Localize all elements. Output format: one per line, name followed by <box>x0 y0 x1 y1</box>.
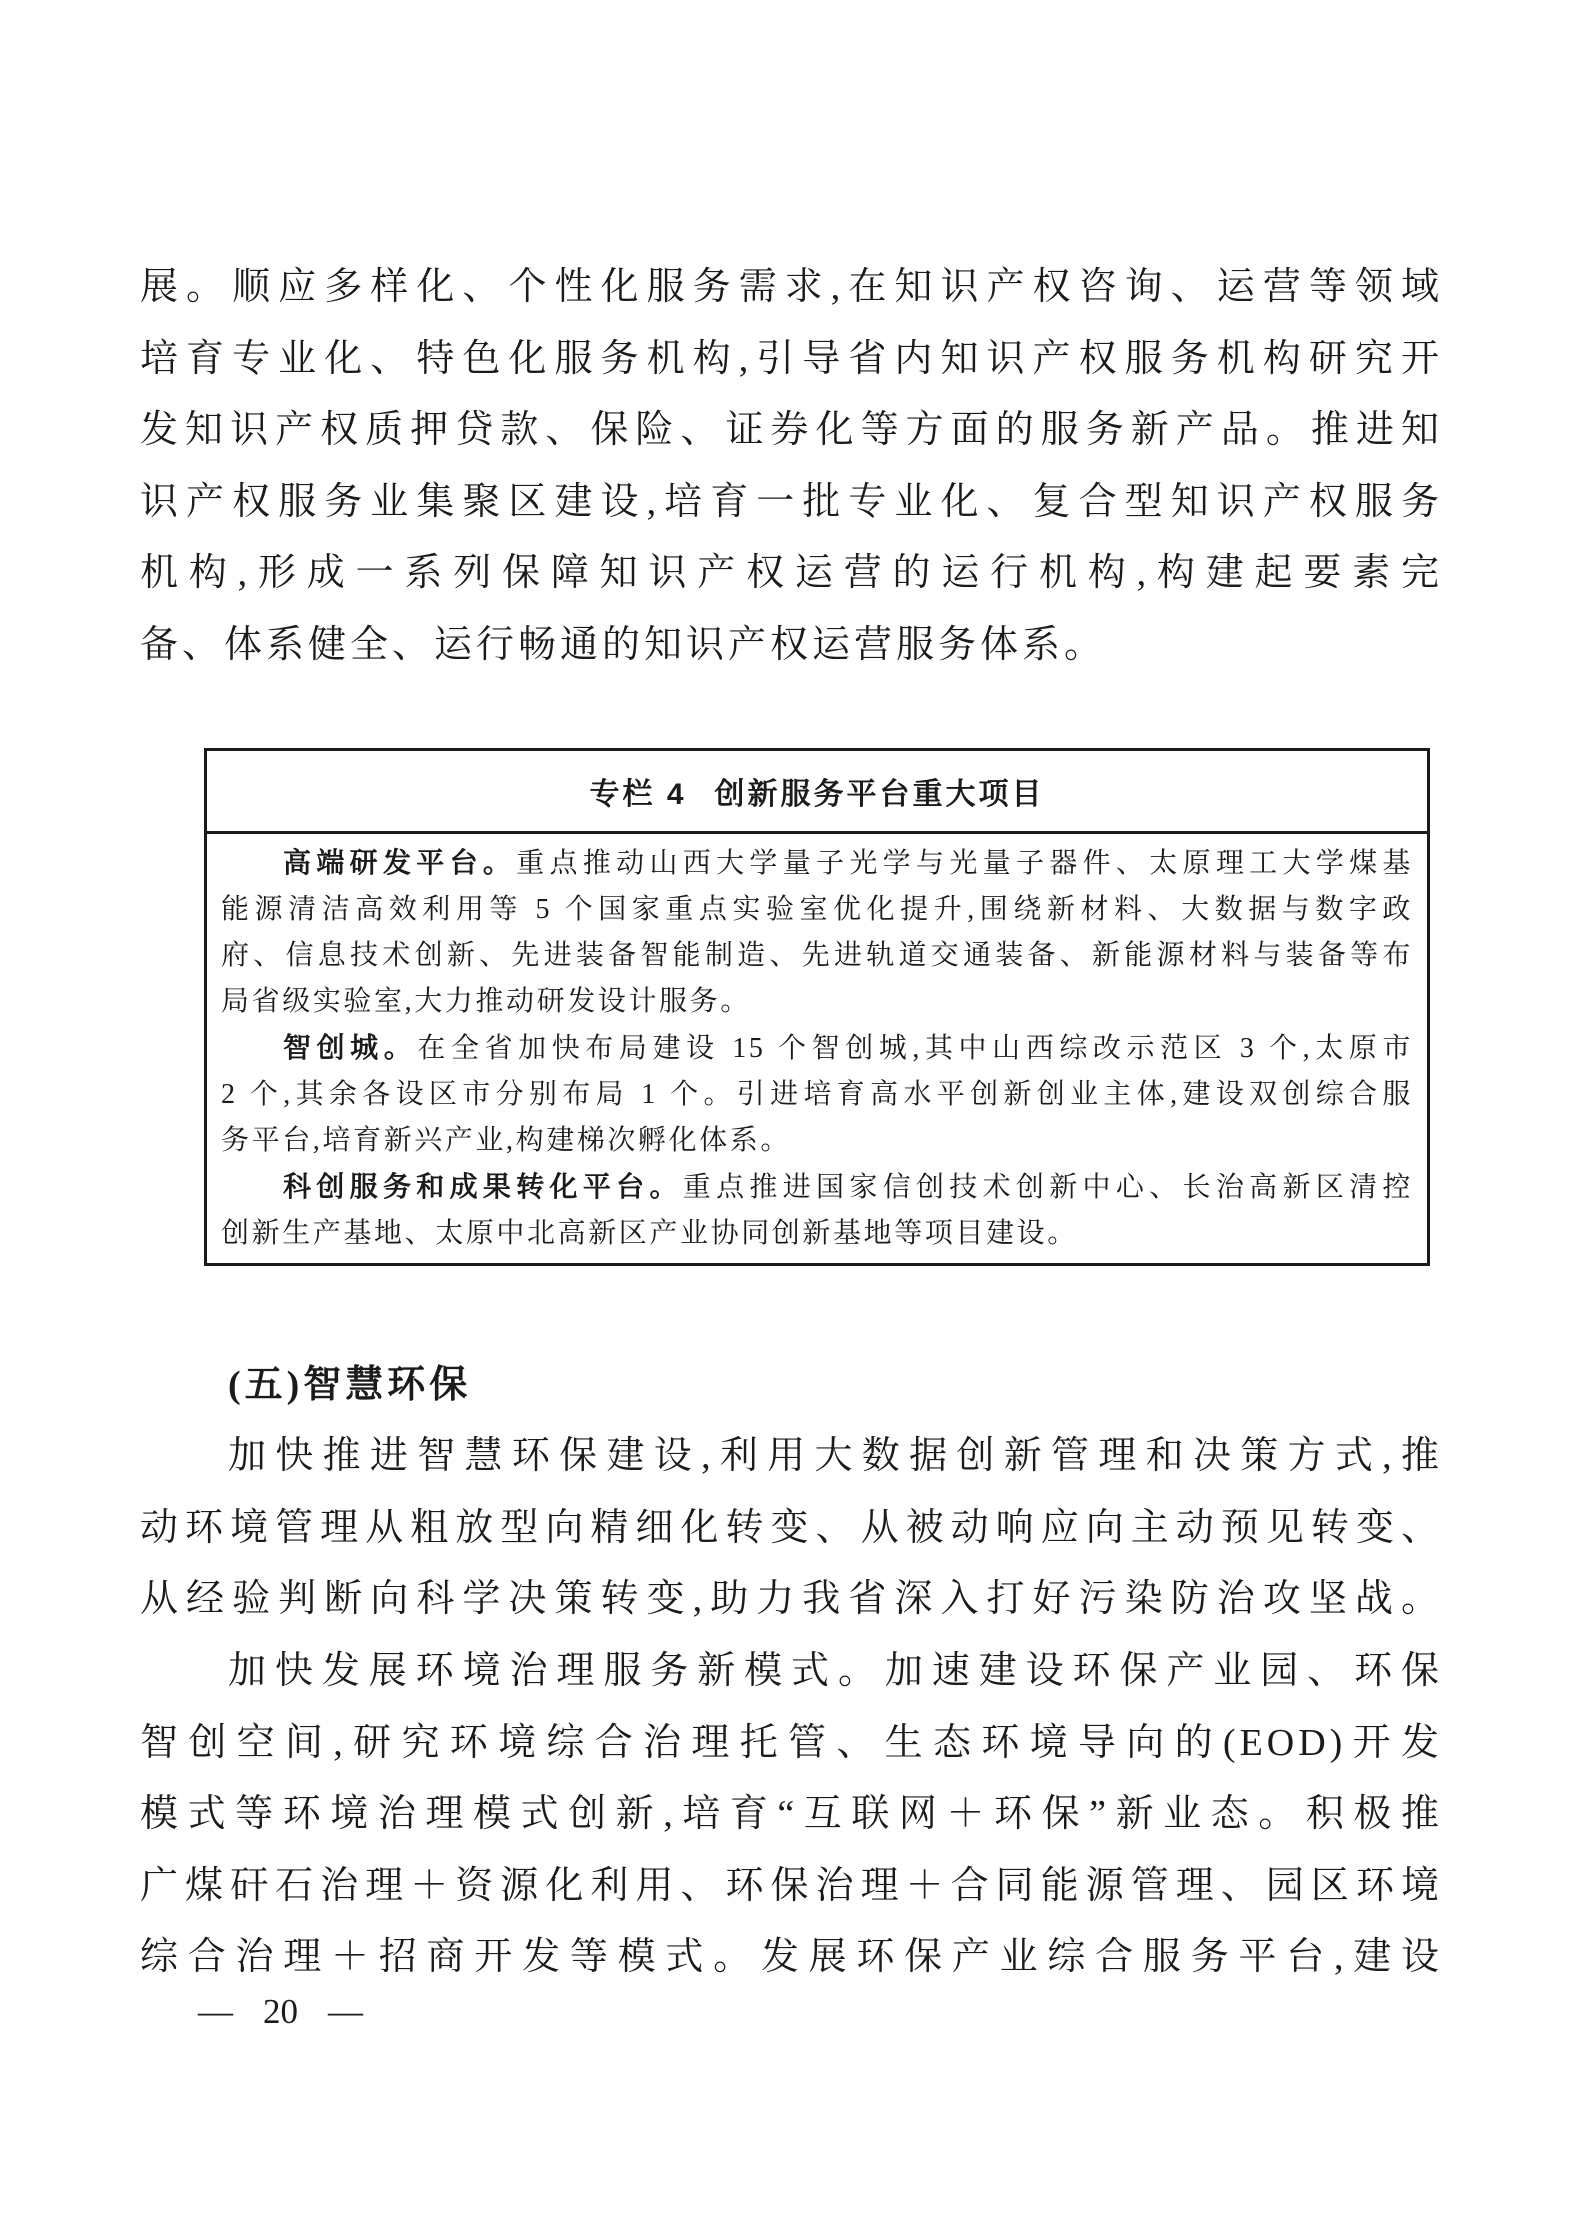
page-content <box>140 0 1443 1994</box>
project-lead: 科创服务和成果转化平台。 <box>283 1170 683 1202</box>
panel-title-text: 创新服务平台重大项目 <box>714 777 1045 811</box>
text-line: 机构,形成一系列保障知识产权运营的运行机构,构建起要素完 <box>140 552 1443 595</box>
panel-label: 专栏 4 <box>589 777 687 811</box>
section-heading: (五)智慧环保 <box>228 1363 472 1406</box>
text-line: 培育专业化、特色化服务机构,引导省内知识产权服务机构研究开 <box>140 337 1443 380</box>
panel-box-column-4 <box>204 748 1430 1266</box>
text-line: 发知识产权质押贷款、保险、证券化等方面的服务新产品。推进知 <box>140 409 1443 452</box>
footer-dash-left: — <box>198 1992 233 2031</box>
panel-body <box>207 834 1427 1263</box>
text-line <box>221 1164 1413 1211</box>
text-line: 智创空间,研究环境综合治理托管、生态环境导向的(EOD)开发 <box>140 1721 1443 1764</box>
section-paragraph <box>140 1636 1443 1994</box>
project-text: 重点推动山西大学量子光学与光量子器件、太原理工大学煤基 <box>516 847 1414 879</box>
project-text: 重点推进国家信创技术创新中心、长治高新区清控 <box>682 1171 1413 1203</box>
section-paragraph <box>140 1421 1443 1636</box>
text-line: 从经验判断向科学决策转变,助力我省深入打好污染防治攻坚战。 <box>140 1578 1443 1621</box>
paragraph-continuation <box>140 252 1443 682</box>
text-line <box>221 1025 1413 1072</box>
project-lead: 智创城。 <box>283 1031 418 1063</box>
text-line: 创新生产基地、太原中北高新区产业协同创新基地等项目建设。 <box>221 1217 1078 1249</box>
project-text: 在全省加快布局建设 15 个智创城,其中山西综改示范区 3 个,太原市 <box>417 1032 1413 1064</box>
text-line: 识产权服务业集聚区建设,培育一批专业化、复合型知识产权服务 <box>140 480 1443 523</box>
panel-project <box>221 1025 1413 1164</box>
text-line: 广煤矸石治理＋资源化利用、环保治理＋合同能源管理、园区环境 <box>140 1864 1443 1907</box>
text-line: 加快发展环境治理服务新模式。加速建设环保产业园、环保 <box>228 1649 1443 1692</box>
text-line: 加快推进智慧环保建设,利用大数据创新管理和决策方式,推 <box>228 1435 1443 1478</box>
text-line <box>221 840 1413 887</box>
text-line: 务平台,培育新兴产业,构建梯次孵化体系。 <box>221 1124 792 1156</box>
panel-project <box>221 1164 1413 1257</box>
footer-page-number: 20 <box>263 1992 298 2031</box>
footer-dash-right: — <box>328 1992 363 2031</box>
text-line: 局省级实验室,大力推动研发设计服务。 <box>221 985 751 1017</box>
page-footer <box>198 1992 363 2032</box>
text-line: 能源清洁高效利用等 5 个国家重点实验室优化提升,围绕新材料、大数据与数字政 <box>221 893 1413 925</box>
text-line: 府、信息技术创新、先进装备智能制造、先进轨道交通装备、新能源材料与装备等布 <box>221 939 1413 971</box>
text-line: 备、体系健全、运行畅通的知识产权运营服务体系。 <box>140 623 1107 666</box>
panel-project <box>221 840 1413 1025</box>
text-line: 展。顺应多样化、个性化服务需求,在知识产权咨询、运营等领域 <box>140 266 1443 308</box>
project-lead: 高端研发平台。 <box>283 846 517 878</box>
text-line: 模式等环境治理模式创新,培育“互联网＋环保”新业态。积极推 <box>140 1793 1443 1836</box>
text-line: 综合治理＋招商开发等模式。发展环保产业综合服务平台,建设 <box>140 1936 1443 1979</box>
text-line: 2 个,其余各设区市分别布局 1 个。引进培育高水平创新创业主体,建设双创综合服 <box>221 1078 1413 1110</box>
text-line: 动环境管理从粗放型向精细化转变、从被动响应向主动预见转变、 <box>140 1506 1443 1549</box>
panel-title <box>207 751 1427 834</box>
